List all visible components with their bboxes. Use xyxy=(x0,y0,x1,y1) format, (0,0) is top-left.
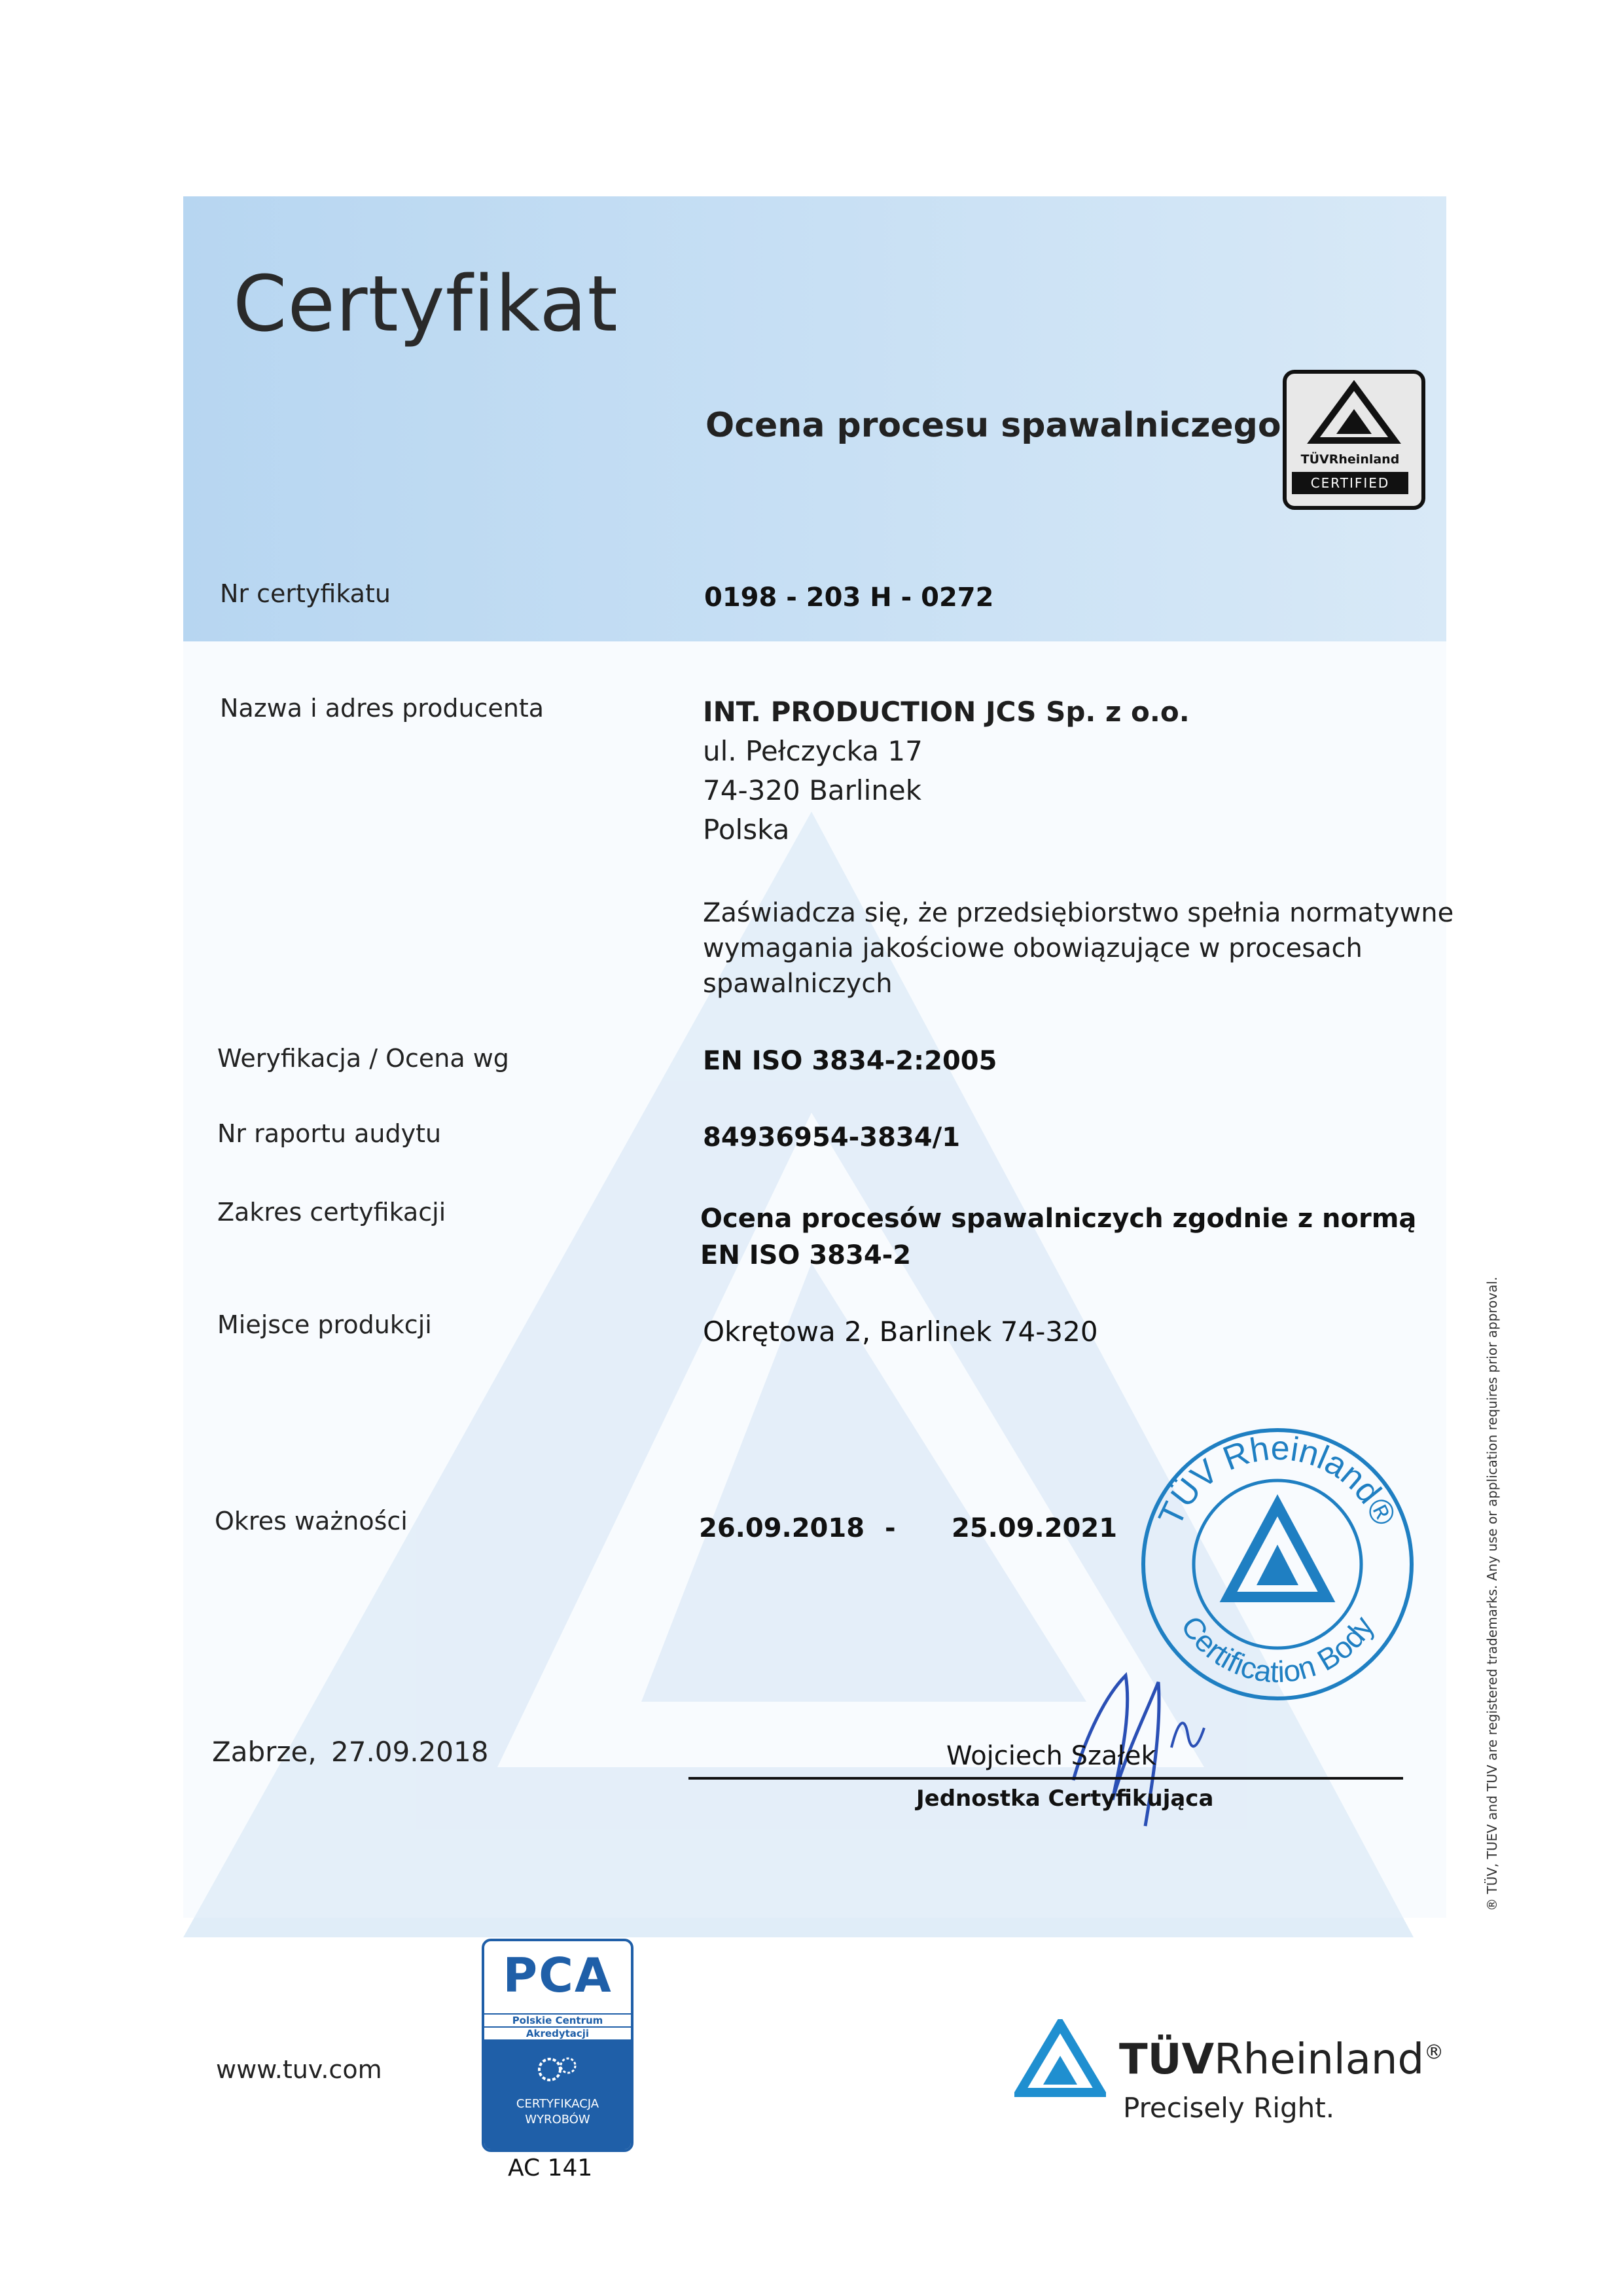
issue-place: Zabrze, xyxy=(212,1736,317,1768)
certification-statement xyxy=(703,895,1454,1001)
pca-code: AC 141 xyxy=(508,2155,593,2181)
audit-label: Nr raportu audytu xyxy=(217,1119,442,1148)
tuv-brand-a: TÜV xyxy=(1119,2036,1215,2084)
certificate-title: Certyfikat xyxy=(233,259,618,349)
badge-brand: TÜVRheinland xyxy=(1300,452,1400,467)
scope-line: EN ISO 3834-2 xyxy=(700,1240,912,1270)
tuv-logo-text xyxy=(1119,2036,1444,2084)
pca-accreditation-logo xyxy=(482,1939,633,2152)
place-label: Miejsce produkcji xyxy=(217,1310,432,1339)
statement-line: wymagania jakościowe obowiązujące w procesach xyxy=(703,933,1363,963)
production-place: Okrętowa 2, Barlinek 74-320 xyxy=(703,1316,1098,1348)
cert-number-label: Nr certyfikatu xyxy=(220,579,391,608)
signer-name: Wojciech Szałek xyxy=(946,1741,1156,1771)
tuv-brand-b: Rheinland xyxy=(1214,2036,1425,2084)
tuv-triangle-icon xyxy=(1287,380,1421,452)
producer-name: INT. PRODUCTION JCS Sp. z o.o. xyxy=(703,696,1190,728)
stamp-bottom-text: Certification Body xyxy=(1174,1609,1381,1689)
badge-certified-text: CERTIFIED xyxy=(1292,472,1408,494)
tuv-registered-mark: ® xyxy=(1424,2041,1444,2064)
pca-title: PCA xyxy=(503,1948,613,2003)
trademark-note: ® TÜV, TUEV and TUV are registered trademarks. Any use or application requires prior approval. xyxy=(1484,1276,1500,1911)
pca-cert2: WYROBÓW xyxy=(525,2113,590,2126)
issue-date: 27.09.2018 xyxy=(331,1736,489,1768)
producer-country: Polska xyxy=(703,814,790,846)
pca-line2: Akredytacji xyxy=(484,2028,631,2039)
pca-cert1: CERTYFIKACJA xyxy=(516,2097,599,2111)
tuv-certified-badge xyxy=(1283,370,1425,510)
statement-line: spawalniczych xyxy=(703,969,893,999)
audit-number: 84936954-3834/1 xyxy=(703,1122,961,1153)
stamp-top-text: TÜV Rheinland® xyxy=(1151,1429,1404,1532)
producer-street: ul. Pełczycka 17 xyxy=(703,735,923,767)
valid-from: 26.09.2018 xyxy=(699,1513,865,1543)
tuv-logo-triangle-icon xyxy=(1014,2019,1106,2098)
verification-label: Weryfikacja / Ocena wg xyxy=(217,1044,509,1073)
website-link[interactable]: www.tuv.com xyxy=(216,2055,382,2084)
pca-line1: Polskie Centrum xyxy=(484,2015,631,2026)
verification-standard: EN ISO 3834-2:2005 xyxy=(703,1046,997,1076)
scope-value xyxy=(700,1200,1416,1274)
signer-role: Jednostka Certyfikująca xyxy=(916,1785,1214,1812)
scope-line: Ocena procesów spawalniczych zgodnie z normą xyxy=(700,1204,1417,1234)
cert-number: 0198 - 203 H - 0272 xyxy=(704,583,994,613)
certificate-subtitle: Ocena procesu spawalniczego xyxy=(705,406,1281,445)
producer-city: 74-320 Barlinek xyxy=(703,774,922,806)
valid-to: 25.09.2021 xyxy=(952,1513,1118,1543)
scope-label: Zakres certyfikacji xyxy=(217,1198,446,1227)
producer-address xyxy=(703,692,1190,850)
valid-separator: - xyxy=(885,1513,896,1543)
tuv-tagline: Precisely Right. xyxy=(1123,2092,1335,2124)
gears-icon xyxy=(530,2050,585,2089)
signature-line xyxy=(688,1777,1403,1780)
producer-label: Nazwa i adres producenta xyxy=(220,694,544,723)
statement-line: Zaświadcza się, że przedsiębiorstwo spełnia normatywne xyxy=(703,898,1454,928)
validity-label: Okres ważności xyxy=(215,1507,408,1535)
